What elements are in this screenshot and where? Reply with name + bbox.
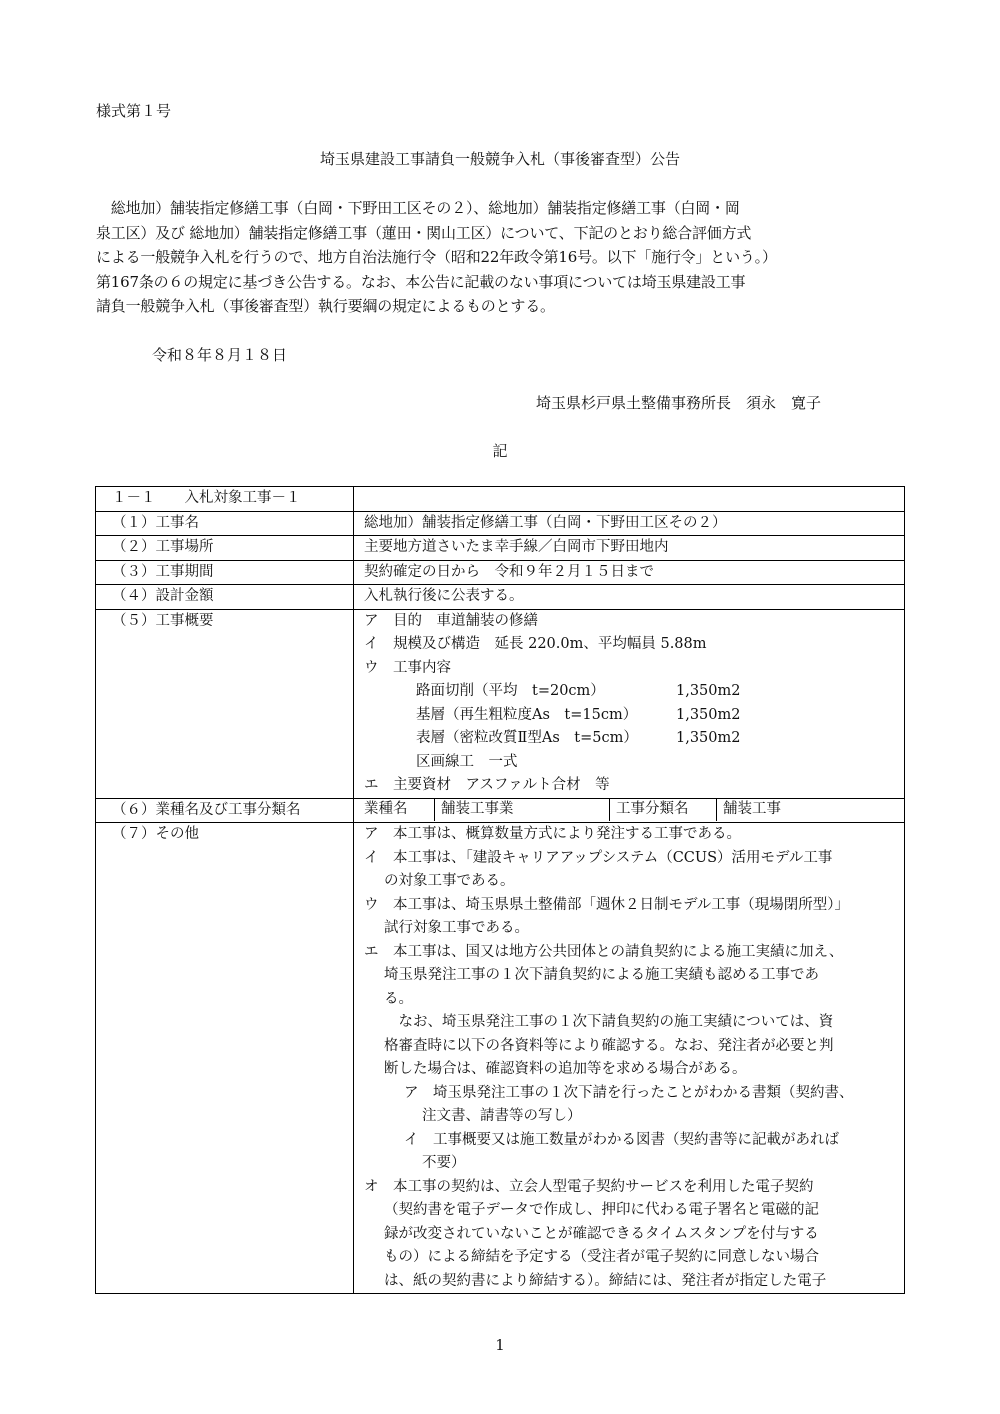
overview-cell xyxy=(354,609,905,798)
table-row xyxy=(364,798,894,822)
other-line: もの）による締結を予定する（受注者が電子契約に同意しない場合 xyxy=(384,1249,819,1265)
overview-materials: エ 主要資材 アスファルト合材 等 xyxy=(364,777,610,793)
other-line: なお、埼玉県発注工事の１次下請負契約の施工実績については、資 xyxy=(384,1014,834,1030)
table-row xyxy=(96,511,905,536)
issuer-name: 埼玉県杉戸県土整備事務所長 須永 寛子 xyxy=(536,394,822,412)
row-value: 契約確定の日から 令和９年２月１５日まで xyxy=(354,560,905,585)
overview-content-heading: ウ 工事内容 xyxy=(364,659,451,676)
other-line: ウ 本工事は、埼玉県県土整備部「週休２日制モデル工事（現場閉所型）」 xyxy=(364,896,850,913)
work-item-qty: 1,350m2 xyxy=(676,730,741,746)
table-row xyxy=(96,536,905,561)
other-line: る。 xyxy=(384,990,413,1007)
other-line: 格審査時に以下の各資料等により確認する。なお、発注者が必要と判 xyxy=(384,1037,834,1054)
other-line: は、紙の契約書により締結する）。締結には、発注者が指定した電子 xyxy=(384,1272,827,1289)
other-line: オ 本工事の契約は、立会人型電子契約サービスを利用した電子契約 xyxy=(364,1178,814,1195)
ki-heading: 記 xyxy=(492,442,508,460)
row-label: （４）設計金額 xyxy=(96,585,354,610)
work-item-qty: 1,350m2 xyxy=(676,706,741,723)
industry-value: 舗装工事業 xyxy=(435,798,610,822)
row-label: （６）業種名及び工事分類名 xyxy=(96,798,354,823)
row-value: 入札執行後に公表する。 xyxy=(354,585,905,610)
row-value: 総地加）舗装指定修繕工事（白岡・下野田工区その２） xyxy=(354,511,905,536)
work-item-name: 基層（再生粗粒度As t=15cm） xyxy=(416,706,638,723)
work-item xyxy=(364,751,894,775)
other-line: エ 本工事は、国又は地方公共団体との請負契約による施工実績に加え、 xyxy=(364,943,844,960)
intro-line: 総地加）舗装指定修繕工事（白岡・下野田工区その２）、総地加）舗装指定修繕工事（白岡・岡 xyxy=(96,199,740,217)
overview-scale: イ 規模及び構造 延長 220.0m、平均幅員 5.88m xyxy=(364,636,707,652)
other-line: イ 本工事は、「建設キャリアアップシステム（CCUS）活用モデル工事 xyxy=(364,849,833,866)
other-line: 試行対象工事である。 xyxy=(384,920,529,936)
other-line: 不要） xyxy=(422,1155,466,1171)
category-label: 工事分類名 xyxy=(610,798,717,822)
other-line: 注文書、請書等の写し） xyxy=(422,1108,582,1124)
classification-cell xyxy=(354,798,905,823)
other-cell xyxy=(354,823,905,1294)
table-row xyxy=(96,487,905,512)
intro-line: による一般競争入札を行うので、地方自治法施行令（昭和22年政令第16号。以下「施行令」という。） xyxy=(96,248,777,266)
work-item xyxy=(364,680,894,704)
row-label: （１）工事名 xyxy=(96,511,354,536)
row-label: （５）工事概要 xyxy=(96,609,354,798)
row-value: 主要地方道さいたま幸手線／白岡市下野田地内 xyxy=(354,536,905,561)
other-line: イ 工事概要又は施工数量がわかる図書（契約書等に記載があれば xyxy=(404,1131,839,1148)
document-title: 埼玉県建設工事請負一般競争入札（事後審査型）公告 xyxy=(319,150,680,168)
overview-purpose: ア 目的 車道舗装の修繕 xyxy=(364,612,538,629)
intro-line: 請負一般競争入札（事後審査型）執行要綱の規定によるものとする。 xyxy=(96,297,555,315)
intro-line: 第167条の６の規定に基づき公告する。なお、本公告に記載のない事項については埼玉県建設工事 xyxy=(96,272,746,291)
other-line: （契約書を電子データで作成し、押印に代わる電子署名と電磁的記 xyxy=(384,1202,819,1218)
table-row xyxy=(96,798,905,823)
table-row xyxy=(96,560,905,585)
other-line: ア 本工事は、概算数量方式により発注する工事である。 xyxy=(364,826,741,842)
table-row xyxy=(96,609,905,798)
other-line: の対象工事である。 xyxy=(384,873,515,889)
row-label: （３）工事期間 xyxy=(96,560,354,585)
work-item xyxy=(364,727,894,751)
other-line: ア 埼玉県発注工事の１次下請を行ったことがわかる書類（契約書、 xyxy=(404,1084,854,1101)
other-line: 録が改変されていないことが確認できるタイムスタンプを付与する xyxy=(384,1225,819,1242)
work-item-name: 区画線工 一式 xyxy=(416,753,518,770)
row-label: （２）工事場所 xyxy=(96,536,354,561)
page-number: 1 xyxy=(495,1336,505,1354)
work-item-name: 路面切削（平均 t=20cm） xyxy=(416,683,605,699)
category-value: 舗装工事 xyxy=(717,798,895,822)
empty-cell xyxy=(354,487,905,512)
notice-date: 令和８年８月１８日 xyxy=(152,346,288,364)
table-row xyxy=(96,823,905,1294)
intro-paragraph xyxy=(96,196,908,319)
work-item-name: 表層（密粒改質Ⅱ型As t=5cm） xyxy=(416,730,638,746)
section-title: １－１ 入札対象工事－１ xyxy=(96,487,354,512)
form-number: 様式第１号 xyxy=(96,102,172,120)
industry-label: 業種名 xyxy=(364,800,408,817)
work-item xyxy=(364,704,894,728)
table-row xyxy=(96,585,905,610)
work-item-qty: 1,350m2 xyxy=(676,683,741,699)
other-line: 断した場合は、確認資料の追加等を求める場合がある。 xyxy=(384,1061,747,1077)
classification-table xyxy=(364,798,894,822)
other-line: 埼玉県発注工事の１次下請負契約による施工実績も認める工事であ xyxy=(384,967,819,983)
work-details-table xyxy=(95,486,905,1294)
intro-line: 泉工区）及び 総地加）舗装指定修繕工事（蓮田・関山工区）について、下記のとおり総合評価方式 xyxy=(96,223,752,242)
row-label: （７）その他 xyxy=(96,823,354,1294)
